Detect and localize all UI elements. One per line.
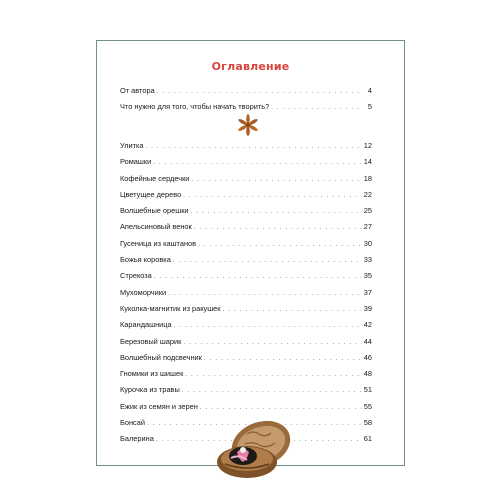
toc-dot-leader (204, 356, 362, 362)
toc-entry[interactable] (120, 353, 372, 369)
toc-entry-label: Волшебный подсвечник (120, 352, 202, 362)
toc-entry[interactable] (120, 369, 372, 385)
toc-entry-page: 51 (363, 385, 372, 395)
toc-entry-label: Куколка-магнитик из ракушек (120, 303, 221, 313)
toc-entry-page: 39 (363, 303, 372, 313)
toc-dot-leader (191, 209, 362, 215)
toc-entry[interactable] (120, 239, 372, 255)
toc-entry-page: 5 (367, 102, 372, 111)
toc-entry-page: 4 (367, 86, 372, 95)
toc-entry-label: Балерина (120, 434, 154, 444)
toc-entry[interactable] (120, 157, 372, 173)
toc-entry-page: 58 (363, 418, 372, 428)
toc-entry-page: 22 (363, 189, 372, 199)
toc-entry-page: 37 (363, 287, 372, 297)
toc-entry[interactable] (120, 174, 372, 190)
toc-dot-leader (157, 89, 362, 95)
toc-entry[interactable] (120, 320, 372, 336)
toc-entry[interactable] (120, 190, 372, 206)
toc-entry-page: 55 (363, 401, 372, 411)
toc-dot-leader (183, 193, 362, 199)
toc-entry[interactable] (120, 86, 372, 102)
toc-entry-label: Курочка из травы (120, 385, 180, 395)
toc-entry-label: Ежик из семян и зерен (120, 401, 198, 411)
toc-entry-page: 27 (363, 222, 372, 232)
toc-dot-leader (200, 405, 362, 411)
page-frame (96, 40, 405, 466)
toc-entry[interactable] (120, 385, 372, 401)
toc-entry-label: Улитка (120, 141, 144, 150)
toc-entry[interactable] (120, 141, 372, 157)
toc-entry-page: 18 (363, 173, 372, 183)
toc-entry-label: Мухоморчики (120, 287, 167, 297)
toc-entry-page: 12 (363, 141, 372, 150)
toc-entry-page: 25 (363, 206, 372, 216)
toc-entry-label: Карандашница (120, 320, 172, 330)
toc-entry-page: 30 (363, 238, 372, 248)
toc-dot-leader (198, 242, 362, 248)
toc-entry-page: 46 (363, 352, 372, 362)
toc-dot-leader (271, 105, 362, 111)
toc-dot-leader (194, 225, 362, 231)
toc-entry-label: Божья коровка (120, 255, 171, 265)
toc-dot-leader (168, 291, 362, 297)
toc-entry-page: 48 (363, 369, 372, 379)
toc-entry[interactable] (120, 337, 372, 353)
toc-dot-leader (182, 388, 362, 394)
toc-entry[interactable] (120, 206, 372, 222)
star-anise-icon (236, 114, 260, 136)
toc-entry[interactable] (120, 304, 372, 320)
toc-entry-label: Кофейные сердечки (120, 173, 190, 183)
toc-entry-page: 44 (363, 336, 372, 346)
toc-entry[interactable] (120, 222, 372, 238)
toc-dot-leader (223, 307, 362, 313)
toc-entry-label: Ромашки (120, 157, 152, 167)
toc-dot-leader (154, 274, 362, 280)
toc-entry-label: Волшебные орешки (120, 206, 189, 216)
toc-dot-leader (146, 144, 362, 150)
toc-entry-label: Стрекоза (120, 271, 152, 281)
toc-entry-page: 35 (363, 271, 372, 281)
toc-dot-leader (191, 177, 361, 183)
toc-entry-label: Гусеница из каштанов (120, 238, 197, 248)
toc-entry[interactable] (120, 271, 372, 287)
toc-entry-page: 61 (363, 434, 372, 444)
toc-dot-leader (153, 160, 362, 166)
toc-entry[interactable] (120, 255, 372, 271)
toc-entry[interactable] (120, 288, 372, 304)
toc-entry-page: 14 (363, 157, 372, 167)
toc-main-list (120, 141, 372, 451)
toc-entry-label: От автора (120, 86, 155, 95)
toc-dot-leader (185, 372, 361, 378)
walnut-icon (207, 412, 297, 482)
toc-dot-leader (183, 340, 361, 346)
toc-entry-label: Цветущее дерево (120, 189, 182, 199)
toc-entry-label: Бонсай (120, 418, 145, 428)
toc-dot-leader (174, 323, 362, 329)
toc-entry-label: Что нужно для того, чтобы начать творить? (120, 102, 270, 111)
toc-entry-label: Гномики из шишек (120, 369, 184, 379)
toc-entry-label: Березовый шарик (120, 336, 182, 346)
toc-dot-leader (173, 258, 362, 264)
toc-entry-page: 42 (363, 320, 372, 330)
toc-title: Оглавление (211, 60, 290, 73)
toc-entry-label: Апельсиновый венок (120, 222, 192, 232)
toc-entry-page: 33 (363, 255, 372, 265)
